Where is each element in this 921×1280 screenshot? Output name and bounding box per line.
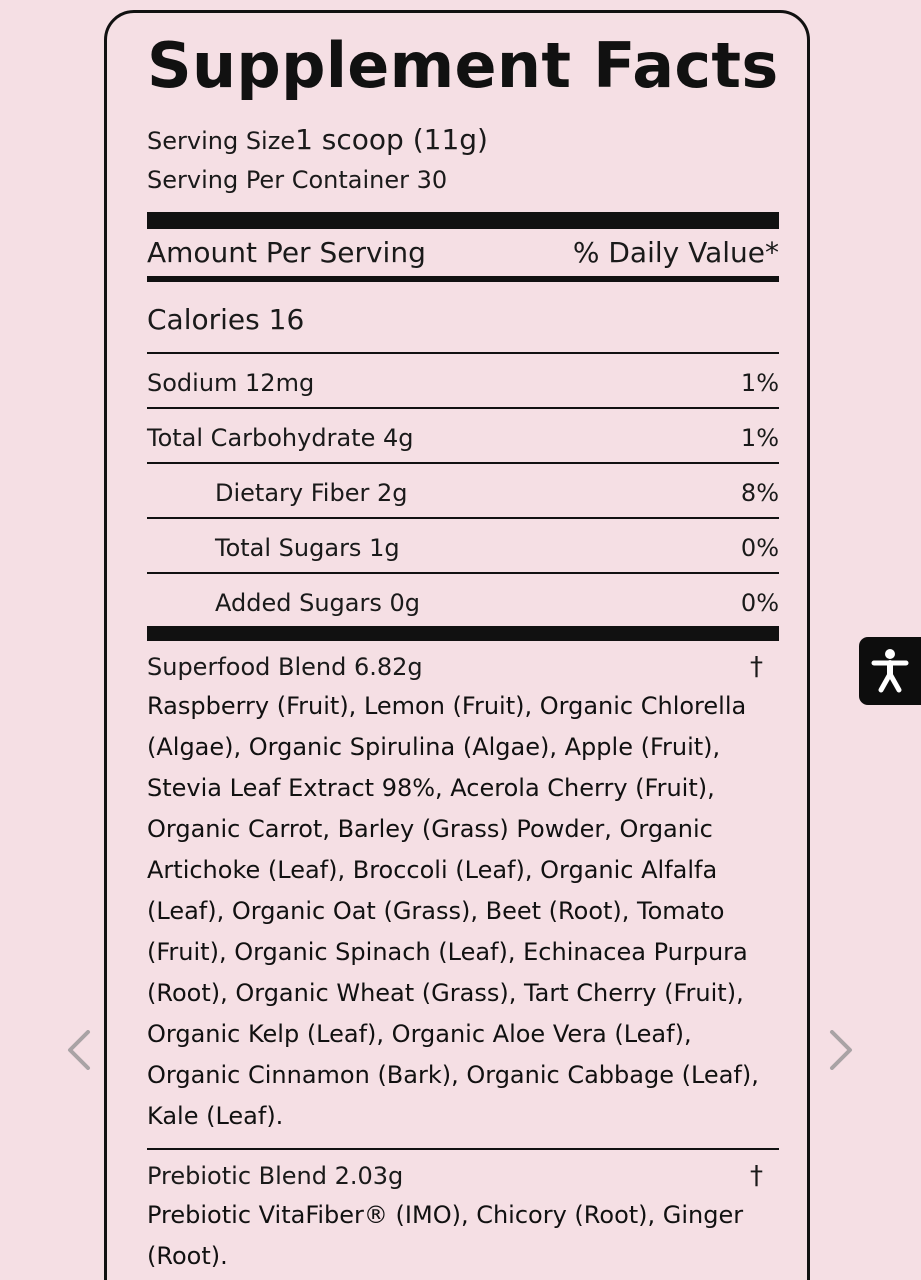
dagger-mark: † [750,652,763,682]
nutrient-row [147,358,779,408]
panel-title: Supplement Facts [147,29,779,102]
row-divider [147,1148,779,1150]
row-divider [147,517,779,519]
amount-header-row [147,233,779,271]
row-divider [147,462,779,464]
nutrient-dv: 0% [740,589,779,617]
nutrient-row [147,413,779,463]
nutrient-dv: 1% [740,424,779,452]
accessibility-icon [870,647,910,695]
serving-size-label: Serving Size [147,127,296,155]
nutrient-name: Total Carbohydrate 4g [147,424,414,452]
blend-name: Superfood Blend 6.82g [147,653,423,681]
superfood-blend-ingredients: Raspberry (Fruit), Lemon (Fruit), Organic Chlorella (Algae), Organic Spirulina (Algae), Apple (Fruit), Stevia Leaf Extract 98%, Acerola Cherry (Fruit), Organic Carrot, Barley (Grass) Powder, Organic Artichoke (Leaf), Broccoli (Leaf), Organic Alfalfa (Leaf), Organic Oat (Grass), Beet (Root), Tomato (Fruit), Organic Spinach (Leaf), Echinacea Purpura (Root), Organic Wheat (Grass), Tart Cherry (Fruit), Organic Kelp (Leaf), Organic Aloe Vera (Leaf), Organic Cinnamon (Bark), Organic Cabbage (Leaf), Kale (Leaf). [147,692,759,1130]
blend-name: Prebiotic Blend 2.03g [147,1162,404,1190]
chevron-right-icon [826,1030,856,1070]
chevron-left-icon [64,1030,94,1070]
calories: Calories 16 [147,302,305,336]
next-image-button[interactable] [826,1030,856,1070]
row-divider [147,407,779,409]
row-divider [147,572,779,574]
nutrient-name: Sodium 12mg [147,369,315,397]
nutrient-name: Total Sugars 1g [215,534,400,562]
serving-size-value: 1 scoop (11g) [295,123,488,156]
nutrient-dv: 8% [740,479,779,507]
servings-per-container: Serving Per Container 30 [147,166,448,194]
previous-image-button[interactable] [64,1030,94,1070]
thick-divider [147,626,779,641]
medium-divider [147,276,779,282]
supplement-facts-panel [104,10,810,1280]
superfood-blend-header [147,649,779,685]
nutrient-row [147,578,779,628]
prebiotic-blend-header [147,1158,779,1194]
serving-size [147,123,488,156]
amount-per-serving-header: Amount Per Serving [147,235,426,269]
prebiotic-blend-ingredients: Prebiotic VitaFiber® (IMO), Chicory (Root), Ginger (Root). [147,1201,744,1270]
nutrient-row [147,468,779,518]
accessibility-button[interactable] [859,637,921,705]
nutrient-row [147,523,779,573]
nutrient-name: Added Sugars 0g [215,589,420,617]
thick-divider [147,212,779,229]
daily-value-header: % Daily Value* [572,235,779,269]
dagger-mark: † [750,1161,763,1191]
nutrient-dv: 0% [740,534,779,562]
row-divider [147,352,779,354]
calories-row [147,299,779,339]
nutrient-name: Dietary Fiber 2g [215,479,408,507]
nutrient-dv: 1% [740,369,779,397]
